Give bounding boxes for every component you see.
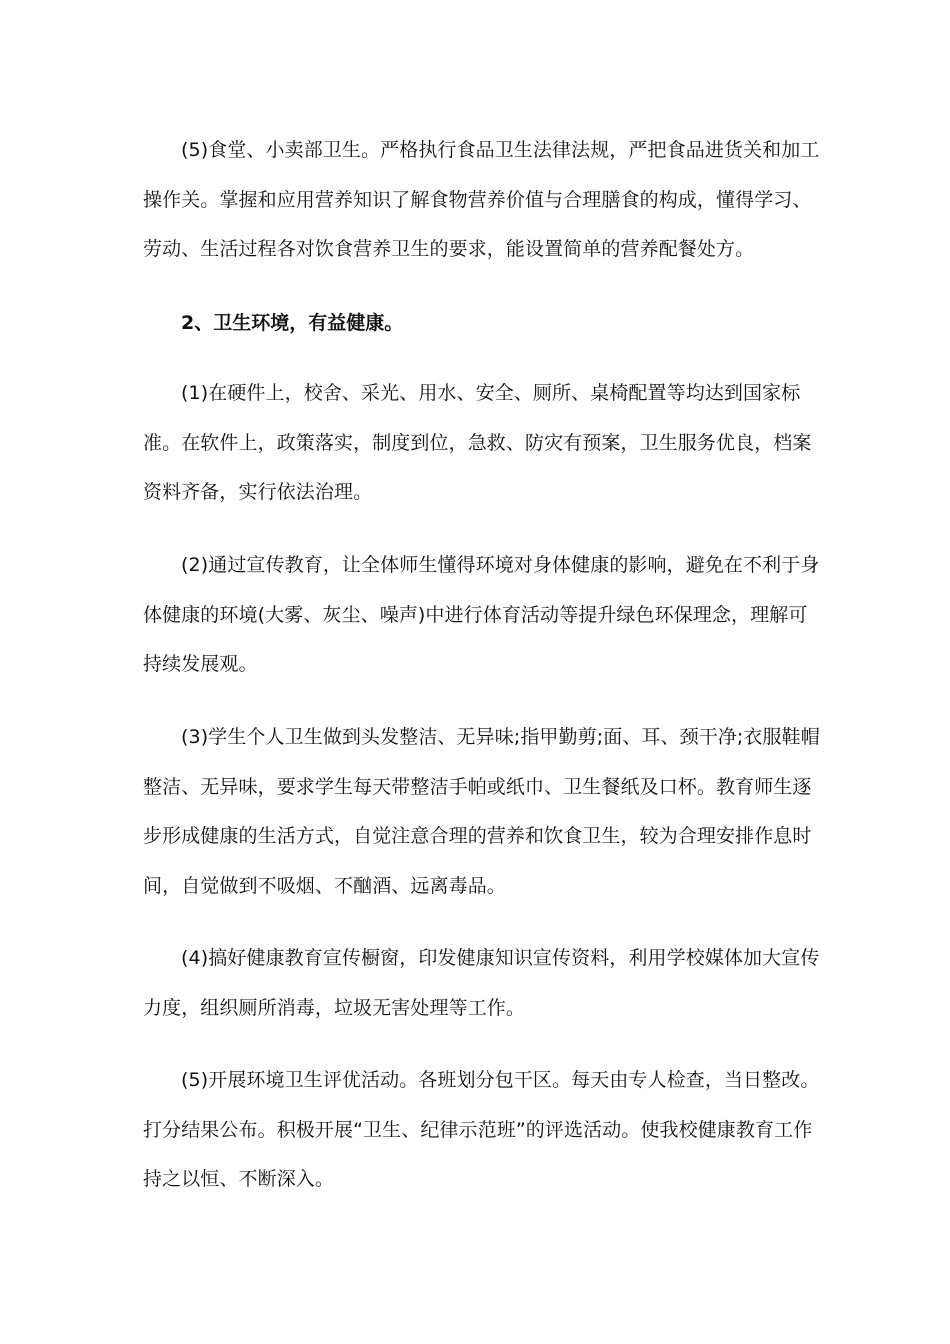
section-heading: 2、卫生环境，有益健康。 — [181, 312, 404, 334]
paragraph-environment-education: (2)通过宣传教育，让全体师生懂得环境对身体健康的影响，避免在不利于身体健康的环境(大雾、灰尘、噪声)中进行体育活动等提升绿色环保理念，理解可持续发展观。 — [143, 554, 820, 675]
paragraph-personal-hygiene: (3)学生个人卫生做到头发整洁、无异味;指甲勤剪;面、耳、颈干净;衣服鞋帽整洁、无异味，要求学生每天带整洁手帕或纸巾、卫生餐纸及口杯。教育师生逐步形成健康的生活方式，自觉注意合理的营养和饮食卫生，较为合理安排作息时间，自觉做到不吸烟、不酗酒、远离毒品。 — [143, 726, 820, 897]
paragraph-health-window: (4)搞好健康教育宣传橱窗，印发健康知识宣传资料，利用学校媒体加大宣传力度，组织厕所消毒，垃圾无害处理等工作。 — [143, 947, 820, 1019]
paragraph-canteen-hygiene: (5)食堂、小卖部卫生。严格执行食品卫生法律法规，严把食品进货关和加工操作关。掌握和应用营养知识了解食物营养价值与合理膳食的构成，懂得学习、劳动、生活过程各对饮食营养卫生的要求，能设置简单的营养配餐处方。 — [143, 139, 820, 260]
paragraph-hardware-software: (1)在硬件上，校舍、采光、用水、安全、厕所、桌椅配置等均达到国家标准。在软件上，政策落实，制度到位，急救、防灾有预案，卫生服务优良，档案资料齐备，实行依法治理。 — [143, 382, 812, 503]
paragraph-evaluation-activity: (5)开展环境卫生评优活动。各班划分包干区。每天由专人检查，当日整改。打分结果公布。积极开展“卫生、纪律示范班”的评选活动。使我校健康教育工作持之以恒、不断深入。 — [143, 1069, 820, 1190]
